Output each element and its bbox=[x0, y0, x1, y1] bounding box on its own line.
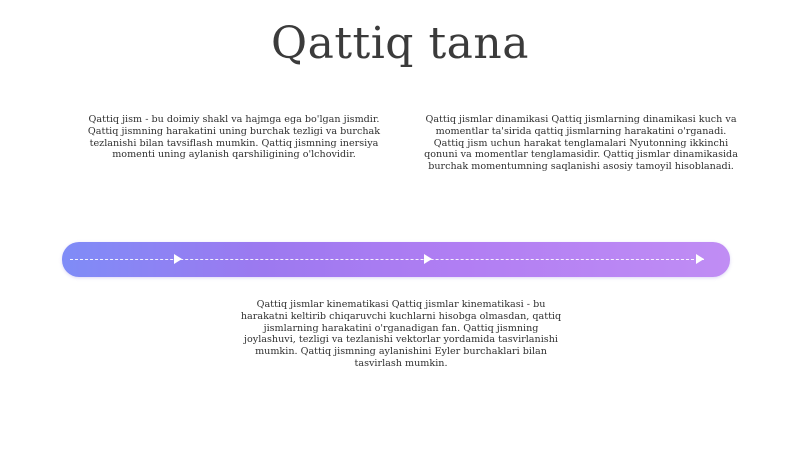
text-block-right: Qattiq jismlar dinamikasi Qattiq jismlarning dinamikasi kuch va momentlar ta'sirida qattiq jismlarning harakatini o'rganadi. Qattiq jism uchun harakat tenglamalari Nyutonning ikkinchi qonuni va momentlar tenglamasidir. Qattiq jismlar dinamikasida burchak momentumning saqlanishi asosiy tamoyil hisoblanadi. bbox=[424, 114, 738, 173]
timeline-dashed-line bbox=[70, 259, 704, 260]
slide-title: Qattiq tana bbox=[271, 18, 529, 69]
arrow-right-icon bbox=[174, 254, 182, 264]
text-block-left: Qattiq jism - bu doimiy shakl va hajmga ega bo'lgan jismdir. Qattiq jismning harakatini uning burchak tezligi va burchak tezlanishi bilan tavsiflash mumkin. Qattiq jismning inersiya momenti uning aylanish qarshiligining o'lchovidir. bbox=[87, 114, 381, 161]
timeline-bar bbox=[62, 242, 730, 277]
arrow-right-icon bbox=[424, 254, 432, 264]
text-block-bottom: Qattiq jismlar kinematikasi Qattiq jismlar kinematikasi - bu harakatni keltirib chiqaruvchi kuchlarni hisobga olmasdan, qattiq jismlarning harakatini o'rganadigan fan. Qattiq jismning joylashuvi, tezligi va tezlanishi vektorlar yordamida tasvirlanishi mumkin. Qattiq jismning aylanishini Eyler burchaklari bilan tasvirlash mumkin. bbox=[240, 299, 562, 369]
arrow-right-icon bbox=[696, 254, 704, 264]
